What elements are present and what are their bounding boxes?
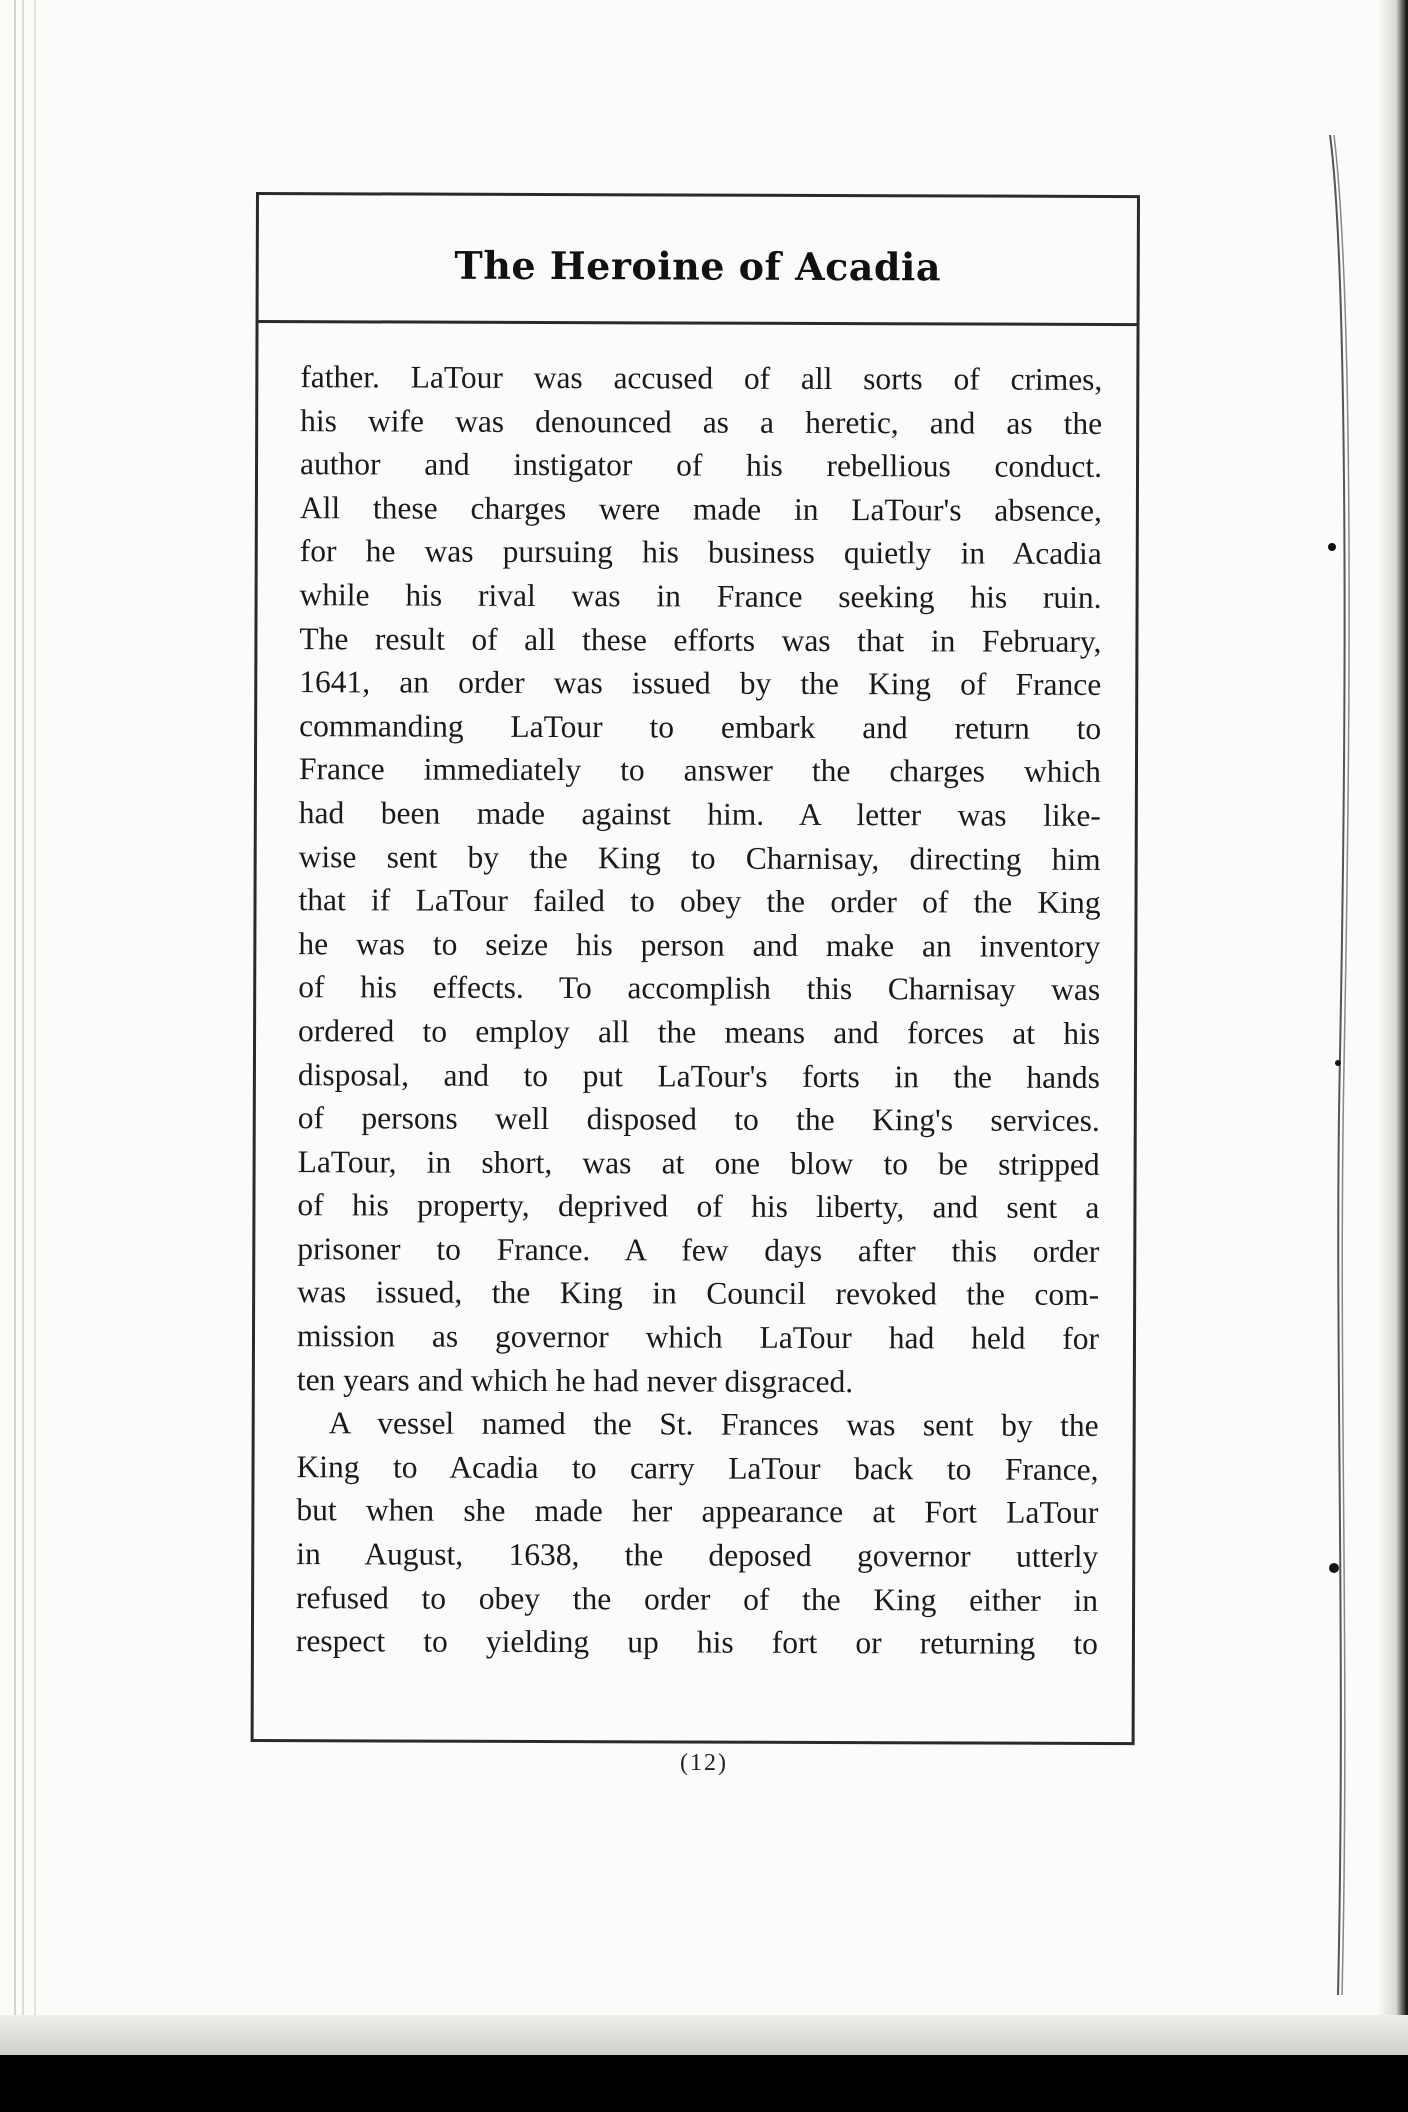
- text-line: but when she made her appearance at Fort LaTour: [296, 1492, 1099, 1531]
- text-line: The result of all these efforts was that in February,: [299, 620, 1102, 659]
- text-line: of his property, deprived of his liberty, and sent a: [297, 1187, 1100, 1226]
- text-line: mission as governor which LaTour had held for: [296, 1318, 1100, 1357]
- running-head-box: [259, 195, 1137, 326]
- text-line: A vessel named the St. Frances was sent by the: [328, 1405, 1099, 1444]
- text-line: All these charges were made in LaTour's absence,: [299, 489, 1102, 528]
- page-bottom-shadow: [0, 2015, 1408, 2055]
- text-line: commanding LaTour to embark and return to: [299, 707, 1102, 746]
- text-frame: [251, 192, 1140, 1745]
- text-line: while his rival was in France seeking his ruin.: [299, 577, 1102, 615]
- text-line: author and instigator of his rebellious conduct.: [299, 446, 1103, 485]
- text-line: respect to yielding up his fort or returning to: [295, 1623, 1098, 1662]
- text-line: father. LaTour was accused of all sorts of crimes,: [300, 359, 1103, 397]
- text-line: he was to seize his person and make an inventory: [298, 925, 1101, 964]
- text-line: King to Acadia to carry LaTour back to France,: [296, 1448, 1099, 1487]
- page-gutter-shadow: [1378, 0, 1408, 2055]
- text-line: ten years and which he had never disgraced.: [296, 1361, 854, 1399]
- text-line: LaTour, in short, was at one blow to be stripped: [297, 1143, 1100, 1182]
- text-line: that if LaTour failed to obey the order of the King: [298, 882, 1101, 921]
- paragraph-2: [296, 1401, 1099, 1665]
- text-line: his wife was denounced as a heretic, and as the: [300, 402, 1103, 441]
- running-head: The Heroine of Acadia: [454, 242, 942, 290]
- binding-thread: [1324, 135, 1354, 1995]
- text-line: wise sent by the King to Charnisay, directing him: [298, 838, 1101, 877]
- text-line: was issued, the King in Council revoked the com-: [297, 1274, 1100, 1313]
- text-line: 1641, an order was issued by the King of France: [299, 664, 1102, 703]
- text-line: ordered to employ all the means and forces at his: [298, 1013, 1101, 1051]
- text-line: refused to obey the order of the King either in: [296, 1579, 1099, 1618]
- text-line: France immediately to answer the charges which: [298, 751, 1102, 790]
- text-line: for he was pursuing his business quietly in Acadia: [299, 533, 1102, 572]
- body-text: [296, 355, 1103, 1666]
- text-line: had been made against him. A letter was like-: [298, 795, 1101, 833]
- page-number: (12): [680, 1750, 728, 1776]
- text-line: of persons well disposed to the King's services.: [297, 1100, 1100, 1139]
- paragraph-1: [297, 355, 1103, 1404]
- page-stack-edge: [14, 0, 36, 2030]
- text-line: in August, 1638, the deposed governor utterly: [296, 1536, 1099, 1574]
- text-line: prisoner to France. A few days after this order: [297, 1231, 1100, 1269]
- text-line: disposal, and to put LaTour's forts in the hands: [297, 1056, 1100, 1095]
- text-line: of his effects. To accomplish this Charnisay was: [298, 969, 1101, 1008]
